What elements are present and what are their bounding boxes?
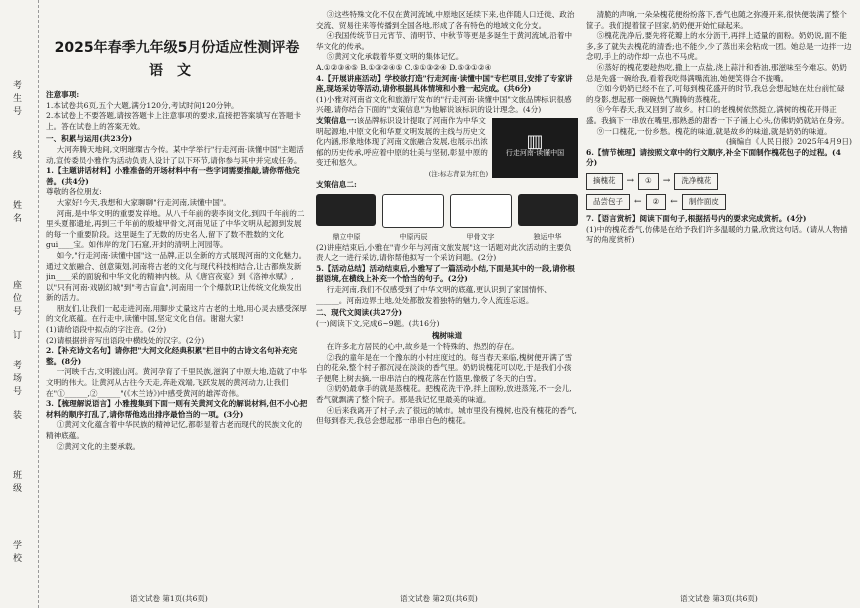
article-source: (摘编自《人民日报》2025年4月9日) xyxy=(725,137,852,147)
article-paragraph: 清脆的声响,一朵朵槐花便纷纷落下,香气也随之弥漫开来,很快便装满了整个筐子。我们提着筐子回家,奶奶便开始忙碌起来。 xyxy=(586,10,847,30)
question-1-sub: (1)请给语段中拟点的字注音。(2分) xyxy=(46,325,167,335)
brand-logo-text: 行走河南·读懂中国 xyxy=(505,148,565,157)
article-paragraph: ⑨一口槐花,一份乡愁。槐花的味道,就是故乡的味道,就是奶奶的味道。 xyxy=(596,126,832,136)
section-heading: 一、积累与运用(共23分) xyxy=(46,134,133,144)
process-node: ② xyxy=(646,194,667,211)
article-title: 槐树味道 xyxy=(431,331,463,341)
speech-salutation: 尊敬的各位朋友: xyxy=(46,187,102,197)
character-icon xyxy=(382,194,444,228)
logo-icon xyxy=(518,194,578,226)
arrow-left-icon: ← xyxy=(670,196,678,207)
sentence-option: ③这些特殊文化不仅在黄河流域,中原地区延续下来,也伴随人口迁徙、政治交流、贸易往来等传播到全国各地,形成了各有特色的地域文化分支。 xyxy=(316,10,575,30)
ding-icon xyxy=(316,194,376,226)
question-4-sub: (1)小雅对河南省文化和旅游厅发布的"行走河南·读懂中国"文旅品牌标识很感兴趣,请你结合下面的"支策信息"为他解说该标识的设计理念。(4分) xyxy=(316,94,572,115)
sentence-option: ⑤黄河文化承载着华夏文明的集体记忆。 xyxy=(326,52,464,62)
cut-line-label: 装 xyxy=(11,410,21,423)
arrow-left-icon: ← xyxy=(634,196,642,207)
question-3-option: ①黄河文化蕴含着中华民族的精神记忆,都彰显着古老而现代的民族文化的精神底蕴。 xyxy=(46,420,303,440)
speech-paragraph: 朋友们,让我们一起走进河南,用脚步丈量这片古老的土地,用心灵去感受深厚的文化底蕴。在行走中,读懂中国,坚定文化自信。谢谢大家! xyxy=(46,303,307,324)
article-paragraph: 在许多北方居民的心中,故乡是一个特殊的、热烈的存在。 xyxy=(326,342,519,352)
page-footer: 语文试卷 第2页(共6页) xyxy=(400,594,478,603)
process-diagram xyxy=(586,173,852,190)
info-heading: 支策信息一: xyxy=(316,115,357,125)
info-text: 该品牌标识设计提取了河南作为中华文明起源地,中原文化和华夏文明发展的主线与历史文化内涵,形象地体现了河南文旅融合发展,也展示出浓郁的历史传承,呼应着中原的壮美与坚韧,彰显中原的变迁和悠久。 xyxy=(316,115,488,168)
question-7-sub: (1)中的槐花香气,仿佛是在给予我们许多温暖的力量,欣赏这句话。(请从人物描写的角度赏析) xyxy=(586,224,848,245)
school-label: 学校 xyxy=(11,540,21,566)
process-node: 洗净槐花 xyxy=(674,173,718,190)
reading-instruction: (一)阅读下文,完成6~9题。(共16分) xyxy=(316,318,440,328)
cut-line-label: 线 xyxy=(11,150,21,163)
icon-caption: 鼎立中原 xyxy=(332,233,361,242)
page-column-1 xyxy=(46,10,308,592)
article-paragraph: ⑦如今奶奶已经不在了,可每到槐花盛开的时节,我总会想起她在灶台前忙碌的身影,想起那一碗碗热气腾腾的蒸槐花。 xyxy=(586,84,845,104)
question-2: 2.【补充诗文名句】请你把"大河文化经典积累"栏目中的古诗文名句补充完整。(8分) xyxy=(46,346,298,366)
process-node: 制作面皮 xyxy=(682,194,726,211)
arrow-right-icon: → xyxy=(662,175,671,186)
question-5: 5.【活动总结】活动结束后,小雅写了一篇活动小结,下面是其中的一段,请你根据语境,在横线上补充一个恰当的句子。(2分) xyxy=(316,263,575,284)
article-paragraph: ②我的童年是在一个豫东的小村庄度过的。每当春天来临,槐树便开满了雪白的花朵,整个村子都沉浸在淡淡的香气里。奶奶说槐花可以吃,于是我们小孩子便爬上树去摘,一串串洁白的槐花落在竹篮里,像极了冬天的白雪。 xyxy=(316,352,573,383)
section-heading: 二、现代文阅读(共27分) xyxy=(316,308,403,318)
question-6: 6.【情节梳理】请按照文章中的行文顺序,补全下面制作槐花包子的过程。(4分) xyxy=(586,147,841,168)
process-node: 品尝包子 xyxy=(586,194,630,211)
page-column-2 xyxy=(316,10,578,592)
note-item: 2.本试卷上不要答题,请按答题卡上注意事项的要求,直接把答案填写在答题卡上。答在试卷上的答案无效。 xyxy=(46,111,302,131)
question-1: 1.【主题讲话材料】小雅准备的开场材料中有一些字词需要推敲,请你帮他完善。(共4分) xyxy=(46,166,300,186)
seat-label: 座位号 xyxy=(11,280,21,319)
speech-paragraph: 河南,是中华文明的重要发祥地。从八千年前的裴李岗文化,到四千年前的二里头夏都遗址,再到三千年前的殷墟甲骨文,河南见证了中华文明从起源到发展的每一个重要阶段。这里诞生了无数的历史名人,留下了数不胜数的文化gui____宝。如伟岸的龙门石窟,开封的清明上河园等。 xyxy=(46,208,305,250)
article-paragraph: ⑥蒸好的槐花要趁热吃,撒上一点盐,浇上蒜汁和香油,那滋味至今难忘。奶奶总是先盛一碗给我,看着我吃得满嘴流油,她便笑得合不拢嘴。 xyxy=(586,62,847,83)
oracle-bone-icon xyxy=(450,194,512,228)
exam-number-label: 考生号 xyxy=(11,80,21,119)
question-7: 7.【语言赏析】阅读下面句子,根据括号内的要求完成赏析。(4分) xyxy=(586,214,807,224)
question-1-sub: (2)请根据拼音写出语段中横线处的汉字。(2分) xyxy=(46,335,205,345)
article-paragraph: ③奶奶最拿手的就是蒸槐花。把槐花洗干净,拌上面粉,放进蒸笼,不一会儿,香气就飘满了整个院子。那是我记忆里最美的味道。 xyxy=(316,384,572,404)
process-node: 摘槐花 xyxy=(586,173,623,190)
process-diagram xyxy=(586,194,852,211)
icon-caption: 甲骨文字 xyxy=(466,233,495,242)
question-5-text: 行走河南,我们不仅感受到了中华文明的底蕴,更认识到了家国情怀、______。河南边界土地,处处都散发着独特的魅力,令人流连忘返。 xyxy=(316,285,552,305)
brand-logo-image: ▥ 行走河南·读懂中国 xyxy=(492,118,578,178)
answer-options: A.①②③④⑤ B.①③②④⑤ C.⑤①③②④ D.⑤③①②④ xyxy=(316,62,492,72)
icon-row xyxy=(316,194,578,228)
page-column-3 xyxy=(586,10,852,592)
name-label: 姓名 xyxy=(11,200,21,226)
article-paragraph: ⑧今年春天,我又回到了故乡。村口的老槐树依然挺立,满树的槐花开得正盛。我摘下一串放在嘴里,那熟悉的甜香一下子涌上心头,仿佛奶奶就站在身旁。 xyxy=(586,105,850,125)
exam-title: 2025年春季九年级5月份适应性测评卷 xyxy=(54,40,300,56)
page-footer: 语文试卷 第3页(共6页) xyxy=(680,594,758,603)
logo-caption: (注:标志背景为红色) xyxy=(428,169,488,178)
article-paragraph: ④后来我离开了村子,去了很远的城市。城市里没有槐树,也没有槐花的香气,但每到春天,我总会想起那一串串白色的槐花。 xyxy=(316,405,577,426)
question-4-sub: (2)讲座结束后,小雅在"青少年与河南文旅发展"这一话题对此次活动的主要负责人之一进行采访,请你帮他拟写一个采访问题。(2分) xyxy=(316,242,572,263)
exam-subject: 语文 xyxy=(149,63,205,79)
sentence-option: ④我国传统节日元宵节、清明节、中秋节等更是多诞生于黄河流域,沿着中华文化的传承。 xyxy=(316,31,573,51)
question-3: 3.【梳理解说语言】小雅搜集到下面一则有关黄河文化的解说材料,但不小心把材料的顺序打乱了,请你帮他选出排序最恰当的一项。(3分) xyxy=(46,399,308,419)
speech-paragraph: 如今,"行走河南·读懂中国"这一品牌,正以全新的方式展现河南的文化魅力。通过文旅融合、创意策划,河南将古老的文化与现代科技相结合,让古都焕发新jin____采的面貌和中华文化的精神内核。从《唐宫夜宴》到《洛神水赋》,以"只有河南·戏剧幻城"到"考古盲盒",河南用一个个爆款IP,让传统文化焕发出新的活力。 xyxy=(46,250,307,303)
icon-caption: 中原丙辰 xyxy=(399,233,428,242)
room-label: 考场号 xyxy=(11,360,21,399)
cut-line-label: 订 xyxy=(11,330,21,343)
class-label: 班级 xyxy=(11,470,21,496)
intro-paragraph: 大河奔腾天地间,文明璀璨古今传。某中学举行"行走河南·读懂中国"主题活动,宣传委员小雅作为活动负责人设计了以下环节,请你参与其中并完成任务。 xyxy=(46,144,304,165)
info-heading: 支策信息二: xyxy=(316,179,357,189)
speech-paragraph: 大家好!今天,我想和大家聊聊"行走河南,读懂中国"。 xyxy=(56,197,231,207)
process-node: ① xyxy=(638,173,659,190)
note-item: 1.本试卷共6页,五个大题,满分120分,考试时间120分钟。 xyxy=(46,100,239,110)
question-4: 4.【开展讲座活动】学校欲打造"行走河南·读懂中国"专栏项目,安排了专家讲座,现场采访等活动,请你根据具体情境和小雅一起完成。(共6分) xyxy=(316,73,573,94)
notes-heading: 注意事项: xyxy=(46,90,80,99)
icon-caption: 独运中华 xyxy=(533,233,562,242)
question-3-option: ②黄河文化的主要承载。 xyxy=(56,441,141,451)
icon-captions xyxy=(316,232,578,243)
binding-margin xyxy=(0,0,39,608)
arrow-right-icon: → xyxy=(626,175,635,186)
article-paragraph: ⑤槐花洗净后,要先将花瓣上的水分沥干,再拌上适量的面粉。奶奶说,面不能多,多了就失去槐花的清香;也不能少,少了蒸出来会粘成一团。她总是一边拌一边念叨,手上的动作却一点也不马虎。 xyxy=(586,31,852,62)
page-footer: 语文试卷 第1页(共6页) xyxy=(130,594,208,603)
question-2-text: 一河映千古,文明渡山河。黄河孕育了千里民族,滋润了中原大地,造就了中华文明的伟大。让黄河从古往今天走,奔赴戏端,飞跃发展的黄河动力,让我们在"①______,②______"(《木兰诗》)中感受黄河的雄浑奇伟。 xyxy=(46,367,307,398)
